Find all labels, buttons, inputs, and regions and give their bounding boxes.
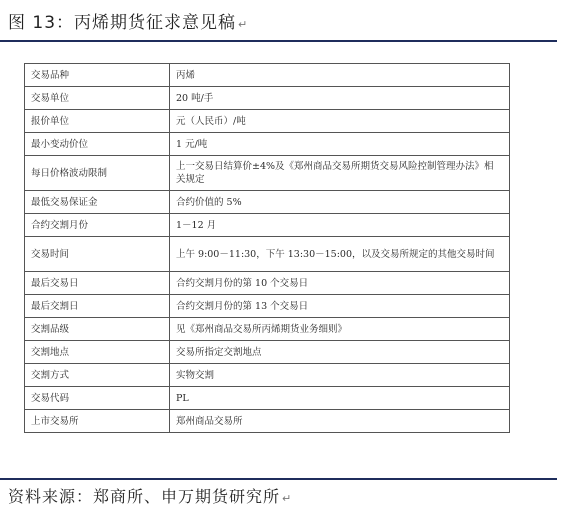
row-label: 交易单位 [25,87,170,110]
figure-title-text: 图 13：丙烯期货征求意见稿 [8,13,237,33]
row-value: 丙烯 [170,64,510,87]
row-value: 20 吨/手 [170,87,510,110]
row-value: 合约交割月份的第 10 个交易日 [170,272,510,295]
table-row [25,64,510,87]
source-note [8,484,292,507]
row-label: 交易代码 [25,387,170,410]
table-row [25,156,510,191]
row-label: 交割品级 [25,318,170,341]
paragraph-mark-icon: ↵ [238,18,249,31]
row-label: 上市交易所 [25,410,170,433]
title-divider [0,40,557,42]
row-value: 1 元/吨 [170,133,510,156]
row-value: 交易所指定交割地点 [170,341,510,364]
row-label: 合约交割月份 [25,214,170,237]
row-label: 交易品种 [25,64,170,87]
row-value: 合约交割月份的第 13 个交易日 [170,295,510,318]
row-label: 最后交割日 [25,295,170,318]
paragraph-mark-icon: ↵ [282,492,293,505]
contract-spec-table-container [24,63,510,433]
row-value: 上一交易日结算价±4%及《郑州商品交易所期货交易风险控制管理办法》相关规定 [170,156,510,191]
table-row [25,364,510,387]
table-row [25,87,510,110]
table-row [25,133,510,156]
row-label: 每日价格波动限制 [25,156,170,191]
row-label: 交割地点 [25,341,170,364]
row-value: PL [170,387,510,410]
table-row [25,110,510,133]
row-value: 合约价值的 5% [170,191,510,214]
table-row [25,410,510,433]
table-row [25,272,510,295]
table-row [25,295,510,318]
row-label: 交割方式 [25,364,170,387]
row-value: 元（人民币）/吨 [170,110,510,133]
row-value: 1－12 月 [170,214,510,237]
row-value: 见《郑州商品交易所丙烯期货业务细则》 [170,318,510,341]
row-label: 报价单位 [25,110,170,133]
source-divider [0,478,557,480]
row-label: 最后交易日 [25,272,170,295]
row-label: 交易时间 [25,237,170,272]
table-row [25,387,510,410]
row-label: 最低交易保证金 [25,191,170,214]
row-label: 最小变动价位 [25,133,170,156]
table-row [25,237,510,272]
row-value: 上午 9:00－11:30，下午 13:30－15:00，以及交易所规定的其他交易时间 [170,237,510,272]
table-row [25,214,510,237]
table-row [25,341,510,364]
contract-spec-table [24,63,510,433]
source-note-text: 资料来源：郑商所、申万期货研究所 [8,487,281,506]
row-value: 郑州商品交易所 [170,410,510,433]
table-row [25,318,510,341]
figure-title [8,8,248,33]
row-value: 实物交割 [170,364,510,387]
table-row [25,191,510,214]
